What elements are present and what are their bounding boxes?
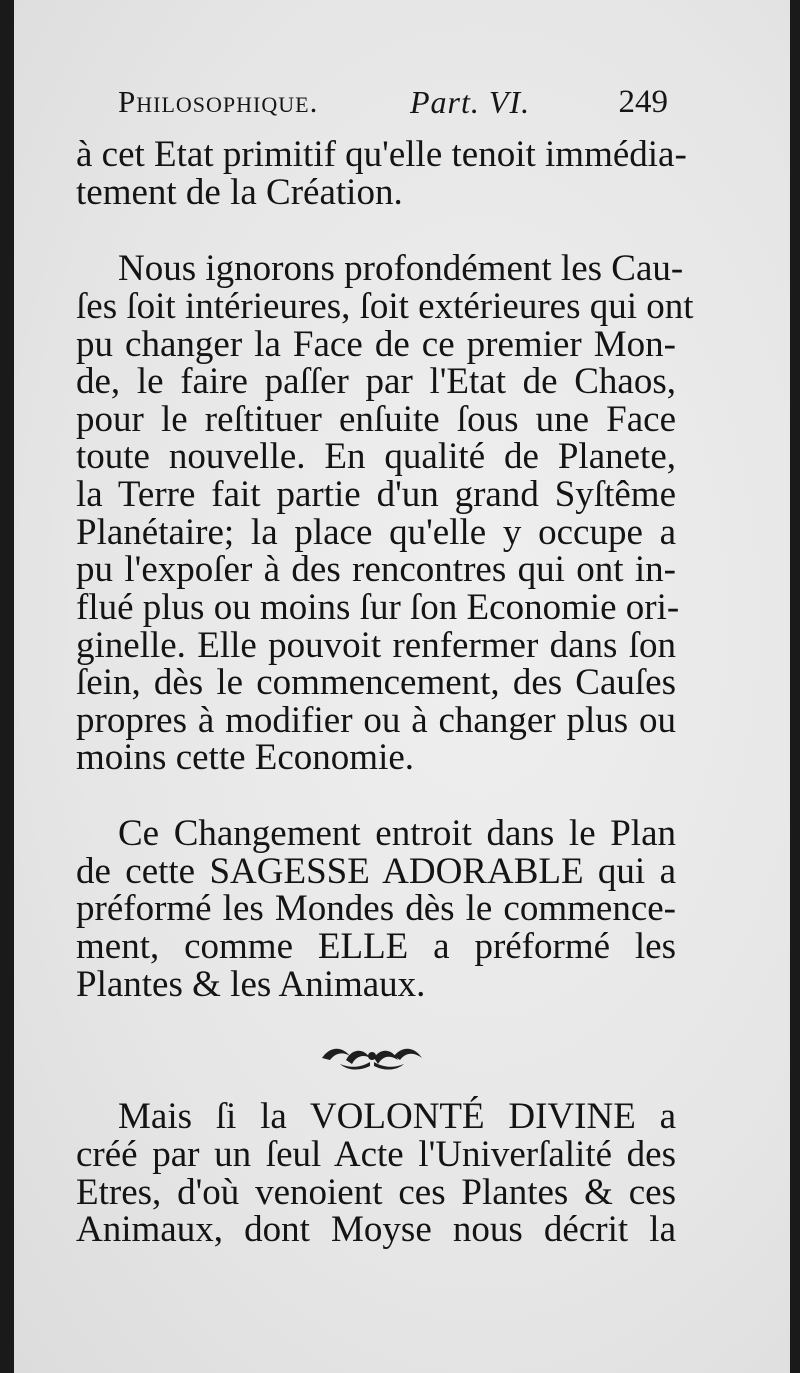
text-line: moins cette Economie. (76, 737, 415, 778)
text-line: ment, comme ELLE a préformé les (76, 926, 676, 967)
text-line: Etres, d'où venoient ces Plantes & ces (76, 1172, 676, 1213)
text-line: pu l'expoſer à des rencontres qui ont in- (76, 549, 676, 590)
text-line: la Terre fait partie d'un grand Syſtême (76, 474, 676, 515)
part-label: Part. VI. (410, 84, 531, 120)
fleuron-ornament (320, 1038, 424, 1072)
text-line: Ce Changement entroit dans le Plan (118, 813, 676, 854)
text-line: ginelle. Elle pouvoit renfermer dans ſon (76, 625, 676, 666)
text-line: ſes ſoit intérieures, ſoit extérieures qui ont (76, 286, 694, 327)
text-line: pour le reſtituer enſuite ſous une Face (76, 399, 676, 440)
text-line: Plantes & les Animaux. (76, 964, 426, 1005)
text-line: tement de la Création. (76, 172, 403, 213)
text-line: propres à modifier ou à changer plus ou (76, 700, 676, 741)
text-line: à cet Etat primitif qu'elle tenoit immédia- (76, 134, 687, 175)
text-line: Planétaire; la place qu'elle y occupe a (76, 512, 676, 553)
text-line: flué plus ou moins ſur ſon Economie ori- (76, 587, 680, 628)
text-line: Mais ſi la VOLONTÉ DIVINE a (118, 1096, 676, 1137)
text-line: ſein, dès le commencement, des Cauſes (76, 662, 676, 703)
text-line: pu changer la Face de ce premier Mon- (76, 324, 676, 365)
page-number: 249 (618, 84, 668, 120)
text-line: de, le faire paſſer par l'Etat de Chaos, (76, 361, 676, 402)
book-page (14, 0, 790, 1373)
text-line: Nous ignorons profondément les Cau- (118, 248, 684, 289)
text-line: préformé les Mondes dès le commence- (76, 888, 676, 929)
running-header (118, 84, 668, 134)
running-title: Philosophique. (118, 84, 319, 119)
text-line: de cette SAGESSE ADORABLE qui a (76, 851, 676, 892)
text-line: toute nouvelle. En qualité de Planete, (76, 436, 676, 477)
text-line: Animaux, dont Moyse nous décrit la (76, 1209, 676, 1250)
text-line: créé par un ſeul Acte l'Univerſalité des (76, 1134, 676, 1175)
